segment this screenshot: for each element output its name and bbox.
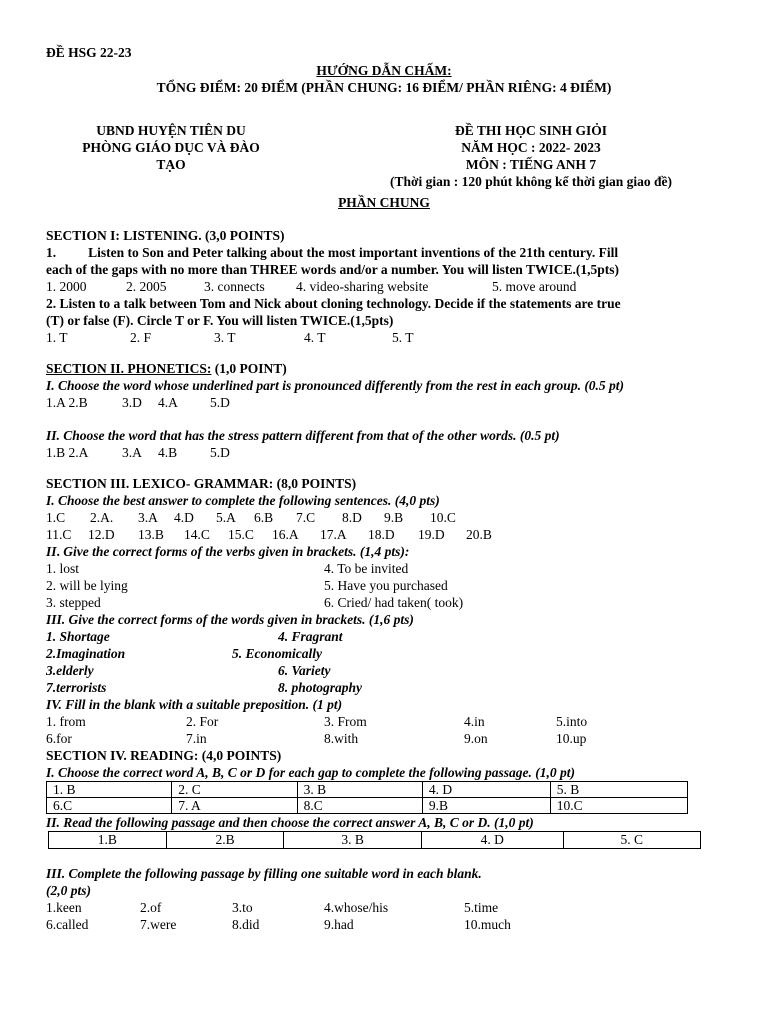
answer: 9.had [324, 917, 354, 932]
s3-part-2-number: II [46, 544, 57, 559]
answer: 3. From [324, 714, 367, 729]
answer: 4.B [158, 445, 178, 460]
table-cell: 10.C [550, 798, 687, 814]
answer: 7.in [186, 731, 207, 746]
answer: 16.A [272, 527, 299, 542]
table-cell: 7. A [172, 798, 297, 814]
answer: 14.C [184, 527, 210, 542]
answer: 6. Cried/ had taken( took) [324, 595, 464, 610]
total-points: TỔNG ĐIỂM: 20 ĐIỂM (PHẦN CHUNG: 16 ĐIỂM/ PHẦN RIÊNG: 4 ĐIỂM) [156, 80, 612, 95]
s3-part-2-row-2 [46, 577, 722, 594]
s3-part-2-prompt: II. Give the correct forms of the verbs given in brackets. (1,4 pts): [46, 544, 410, 559]
s4-part-3-points: (2,0 pts) [46, 883, 91, 898]
issuer-line-1: UBND HUYỆN TIÊN DU [96, 123, 246, 138]
answer: 11.C [46, 527, 72, 542]
s4-part-1-answer-table [46, 781, 688, 814]
answer: 4.A [158, 395, 178, 410]
answer: 19.D [418, 527, 445, 542]
answer: 6.B [254, 510, 274, 525]
answer: 12.D [88, 527, 115, 542]
answer: 2.Imagination [46, 646, 126, 661]
guide-title: HƯỚNG DẪN CHẤM: [316, 63, 452, 78]
answer: 18.D [368, 527, 395, 542]
answer: 3.to [232, 900, 253, 915]
answer: 4. Fragrant [278, 629, 343, 644]
answer: 2. For [186, 714, 219, 729]
answer: 5. T [392, 330, 414, 345]
s1-q2-prompt-b: (T) or false (F). Circle T or F. You will listen TWICE.(1,5pts) [46, 313, 394, 328]
exam-info-block [336, 122, 726, 190]
answer: 8.with [324, 731, 359, 746]
answer: 4. To be invited [324, 561, 409, 576]
answer: 8.D [342, 510, 362, 525]
table-cell: 5. C [563, 832, 700, 849]
table-cell: 1. B [47, 782, 172, 798]
answer: 2. will be lying [46, 578, 128, 593]
answer: 5.time [464, 900, 499, 915]
s4-part-3-row-2 [46, 916, 722, 933]
answer: 4. T [304, 330, 326, 345]
s3-part-3-row-3 [46, 662, 722, 679]
s1-q1-prompt-b: each of the gaps with no more than THREE words and/or a number. You will listen TWICE.(1,5pts) [46, 262, 619, 277]
s3-part-4-row-1 [46, 713, 722, 730]
answer: 10.C [430, 510, 456, 525]
answer: 6.for [46, 731, 72, 746]
answer: 3.A [138, 510, 158, 525]
answer: 7.terrorists [46, 680, 107, 695]
answer: 4.whose/his [324, 900, 389, 915]
answer: 13.B [138, 527, 164, 542]
answer: 4.D [174, 510, 194, 525]
s4-part-2-prompt: II. Read the following passage and then choose the correct answer A, B, C or D. (1,0 pt) [46, 815, 534, 830]
table-cell: 8.C [297, 798, 422, 814]
document-page [46, 44, 722, 933]
s3-part-2-row-3 [46, 594, 722, 611]
answer: 5. Economically [232, 646, 322, 661]
answer: 5. Have you purchased [324, 578, 448, 593]
s1-q2-prompt-a: 2. Listen to a talk between Tom and Nick about cloning technology. Decide if the statements are true [46, 296, 621, 311]
section-2-title [46, 360, 722, 377]
answer: 7.were [140, 917, 177, 932]
answer: 6. Variety [278, 663, 331, 678]
section-1-title: SECTION I: LISTENING. (3,0 POINTS) [46, 228, 285, 243]
table-row [47, 782, 688, 798]
table-cell: 4. D [422, 782, 550, 798]
part-title: PHẦN CHUNG [338, 195, 430, 210]
table-cell: 5. B [550, 782, 687, 798]
answer: 10.much [464, 917, 511, 932]
s3-part-4-prompt: IV. Fill in the blank with a suitable preposition. (1 pt) [46, 697, 343, 712]
answer: 5.A [216, 510, 236, 525]
answer: 4.in [464, 714, 485, 729]
answer: 9.on [464, 731, 488, 746]
table-cell: 3. B [297, 782, 422, 798]
answer: 3.D [122, 395, 142, 410]
answer: 4. video-sharing website [296, 279, 429, 294]
answer: 2. 2005 [126, 279, 167, 294]
s1-q1-text-a: Listen to Son and Peter talking about the most important inventions of the 21th century. Fill [88, 245, 619, 260]
section-4-title: SECTION IV. READING: (4,0 POINTS) [46, 748, 282, 763]
table-cell: 2. C [172, 782, 297, 798]
answer: 1.C [46, 510, 66, 525]
answer: 5.into [556, 714, 588, 729]
section-2-title-main: SECTION II. PHONETICS: [46, 361, 212, 376]
answer: 1. T [46, 330, 68, 345]
issuer-line-3: TẠO [156, 157, 186, 172]
answer: 8.did [232, 917, 260, 932]
answer: 17.A [320, 527, 347, 542]
table-cell: 4. D [421, 832, 563, 849]
document-header [46, 122, 722, 190]
exam-duration: (Thời gian : 120 phút không kể thời gian giao đề) [389, 174, 673, 189]
s3-part-3-row-2 [46, 645, 722, 662]
s3-part-4-row-2 [46, 730, 722, 747]
s1-q1-prompt-a [46, 244, 722, 261]
s4-part-2-answer-table [48, 831, 701, 849]
answer: 2. F [130, 330, 152, 345]
subject: MÔN : TIẾNG ANH 7 [465, 157, 597, 172]
section-3-title: SECTION III. LEXICO- GRAMMAR: (8,0 POINTS) [46, 476, 357, 491]
s2-part-2-answers [46, 444, 722, 461]
table-row [49, 832, 701, 849]
s3-part-1-prompt: I. Choose the best answer to complete the following sentences. (4,0 pts) [46, 493, 440, 508]
answer: 2.A. [90, 510, 114, 525]
s3-part-3-row-4 [46, 679, 722, 696]
answer: 10.up [556, 731, 587, 746]
s2-part-2-prompt: II. Choose the word that has the stress pattern different from that of the other words. (0.5 pt) [46, 428, 560, 443]
s3-part-3-prompt: III. Give the correct forms of the words given in brackets. (1,6 pts) [46, 612, 414, 627]
issuer-line-2: PHÒNG GIÁO DỤC VÀ ĐÀO [82, 140, 260, 155]
answer: 5. move around [492, 279, 577, 294]
answer: 1. from [46, 714, 86, 729]
exam-code: ĐỀ HSG 22-23 [46, 45, 132, 60]
answer: 3. T [214, 330, 236, 345]
s3-part-1-answers-row-2 [46, 526, 722, 543]
s3-part-2-text: Give the correct forms of the verbs given in brackets. (1,4 pts): [63, 544, 410, 559]
answer: 1.B 2.A [46, 445, 89, 460]
s3-part-3-row-1 [46, 628, 722, 645]
table-cell: 3. B [284, 832, 421, 849]
answer: 1.keen [46, 900, 82, 915]
answer: 3. connects [204, 279, 265, 294]
answer: 1. Shortage [46, 629, 110, 644]
s4-part-3-row-1 [46, 899, 722, 916]
answer: 6.called [46, 917, 89, 932]
exam-name: ĐỀ THI HỌC SINH GIỎI [454, 123, 608, 138]
answer: 9.B [384, 510, 404, 525]
answer: 1.A 2.B [46, 395, 88, 410]
answer: 1. 2000 [46, 279, 87, 294]
s1-q1-answers [46, 278, 722, 295]
s1-q1-number: 1. [46, 245, 57, 260]
s2-part-1-answers [46, 394, 722, 411]
s2-part-1-prompt: I. Choose the word whose underlined part is pronounced differently from the rest in each group. (0.5 pt) [46, 378, 625, 393]
s4-part-1-prompt: I. Choose the correct word A, B, C or D for each gap to complete the following passage. (1,0 pt) [46, 765, 575, 780]
table-cell: 2.B [166, 832, 284, 849]
s3-part-1-answers-row-1 [46, 509, 722, 526]
s4-part-3-prompt: III. Complete the following passage by filling one suitable word in each blank. [46, 866, 482, 881]
answer: 1. lost [46, 561, 80, 576]
school-year: NĂM HỌC : 2022- 2023 [461, 140, 601, 155]
answer: 20.B [466, 527, 492, 542]
table-cell: 6.C [47, 798, 172, 814]
s1-q2-answers [46, 329, 722, 346]
issuer-block [46, 122, 296, 173]
table-cell: 1.B [49, 832, 167, 849]
answer: 5.D [210, 445, 230, 460]
answer: 8. photography [278, 680, 363, 695]
s3-part-2-row-1 [46, 560, 722, 577]
answer: 3.A [122, 445, 142, 460]
answer: 2.of [140, 900, 162, 915]
table-cell: 9.B [422, 798, 550, 814]
answer: 5.D [210, 395, 230, 410]
answer: 15.C [228, 527, 254, 542]
section-2-title-points: (1,0 POINT) [211, 361, 287, 376]
table-row [47, 798, 688, 814]
answer: 3. stepped [46, 595, 101, 610]
answer: 7.C [296, 510, 316, 525]
answer: 3.elderly [46, 663, 94, 678]
